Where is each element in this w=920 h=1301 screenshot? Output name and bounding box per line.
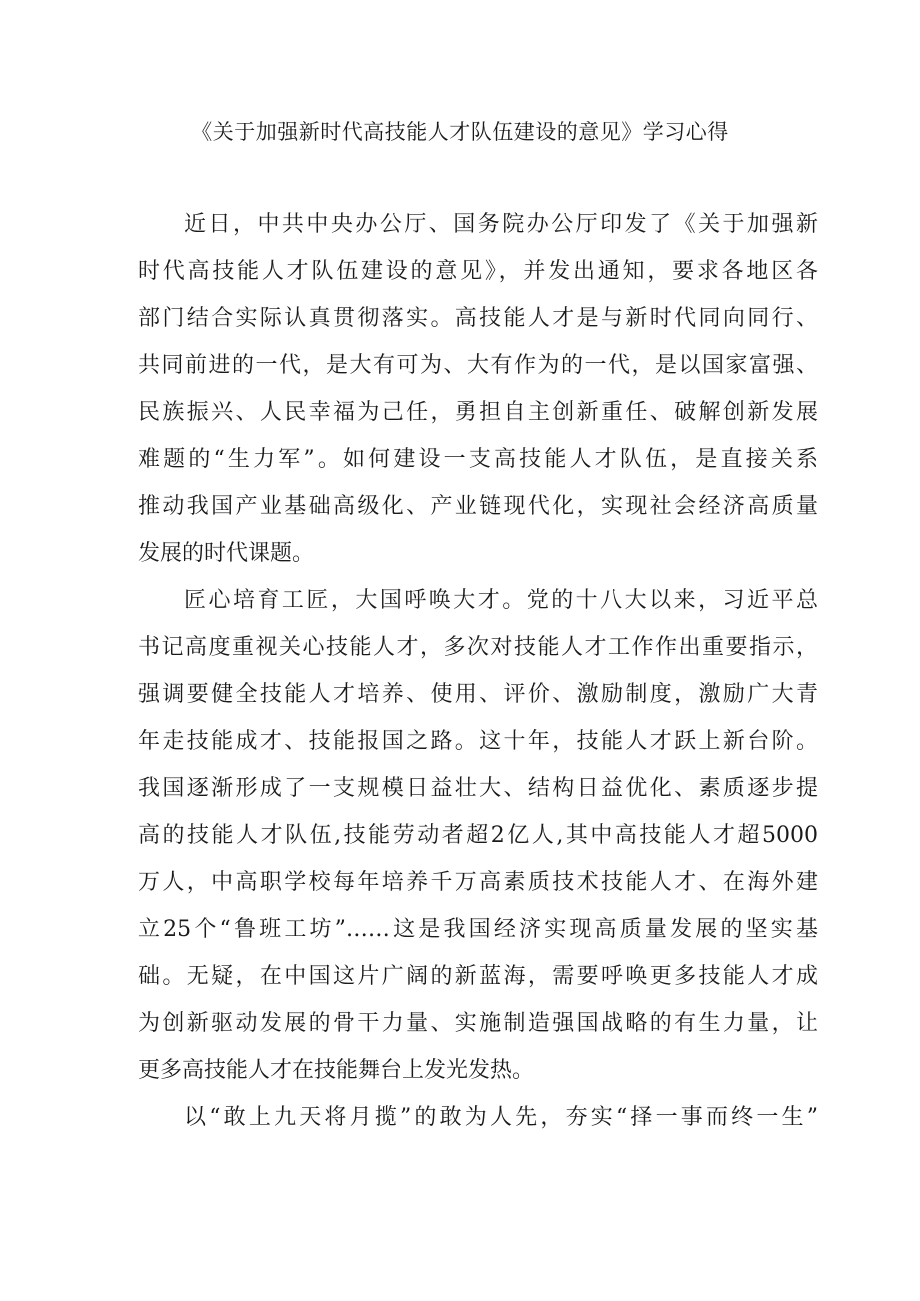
paragraph-1-line-1: 近日，中共中央办公厅、国务院办公厅印发了《关于加强新 xyxy=(184,212,818,237)
paragraph-3-line-1: 以“敢上九天将月揽”的敢为人先，夯实“择一事而终一生” xyxy=(184,1105,818,1130)
paragraph-2-line-7: 万人，中高职学校每年培养千万高素质技术技能人才、在海外建 xyxy=(138,870,818,895)
paragraph-2-line-3: 强调要健全技能人才培养、使用、评价、激励制度，激励广大青 xyxy=(138,682,818,707)
paragraph-2-line-9: 础。无疑，在中国这片广阔的新蓝海，需要呼唤更多技能人才成 xyxy=(138,964,818,989)
paragraph-2-line-10: 为创新驱动发展的骨干力量、实施制造强国战略的有生力量，让 xyxy=(138,1011,818,1036)
paragraph-2-line-5: 我国逐渐形成了一支规模日益壮大、结构日益优化、素质逐步提 xyxy=(138,776,818,801)
paragraph-2-line-6: 高的技能人才队伍,技能劳动者超2亿人,其中高技能人才超5000 xyxy=(138,823,818,848)
paragraph-1-line-6: 难题的“生力军”。如何建设一支高技能人才队伍，是直接关系 xyxy=(138,447,818,472)
paragraph-2-line-8: 立25个“鲁班工坊”……这是我国经济实现高质量发展的坚实基 xyxy=(138,917,818,942)
paragraph-1-line-4: 共同前进的一代，是大有可为、大有作为的一代，是以国家富强、 xyxy=(138,353,818,378)
paragraph-2-line-4: 年走技能成才、技能报国之路。这十年，技能人才跃上新台阶。 xyxy=(138,729,818,754)
paragraph-1-line-7: 推动我国产业基础高级化、产业链现代化，实现社会经济高质量 xyxy=(138,494,818,519)
paragraph-2-line-1: 匠心培育工匠，大国呼唤大才。党的十八大以来，习近平总 xyxy=(184,588,818,613)
document-title: 《关于加强新时代高技能人才队伍建设的意见》学习心得 xyxy=(191,120,729,144)
paragraph-1-line-3: 部门结合实际认真贯彻落实。高技能人才是与新时代同向同行、 xyxy=(138,306,818,331)
paragraph-2-line-2: 书记高度重视关心技能人才，多次对技能人才工作作出重要指示， xyxy=(138,635,818,660)
paragraph-1-line-8: 发展的时代课题。 xyxy=(138,541,315,566)
paragraph-1-line-2: 时代高技能人才队伍建设的意见》，并发出通知，要求各地区各 xyxy=(138,259,818,284)
paragraph-1-line-5: 民族振兴、人民幸福为己任，勇担自主创新重任、破解创新发展 xyxy=(138,400,818,425)
paragraph-2-line-11: 更多高技能人才在技能舞台上发光发热。 xyxy=(138,1058,535,1083)
